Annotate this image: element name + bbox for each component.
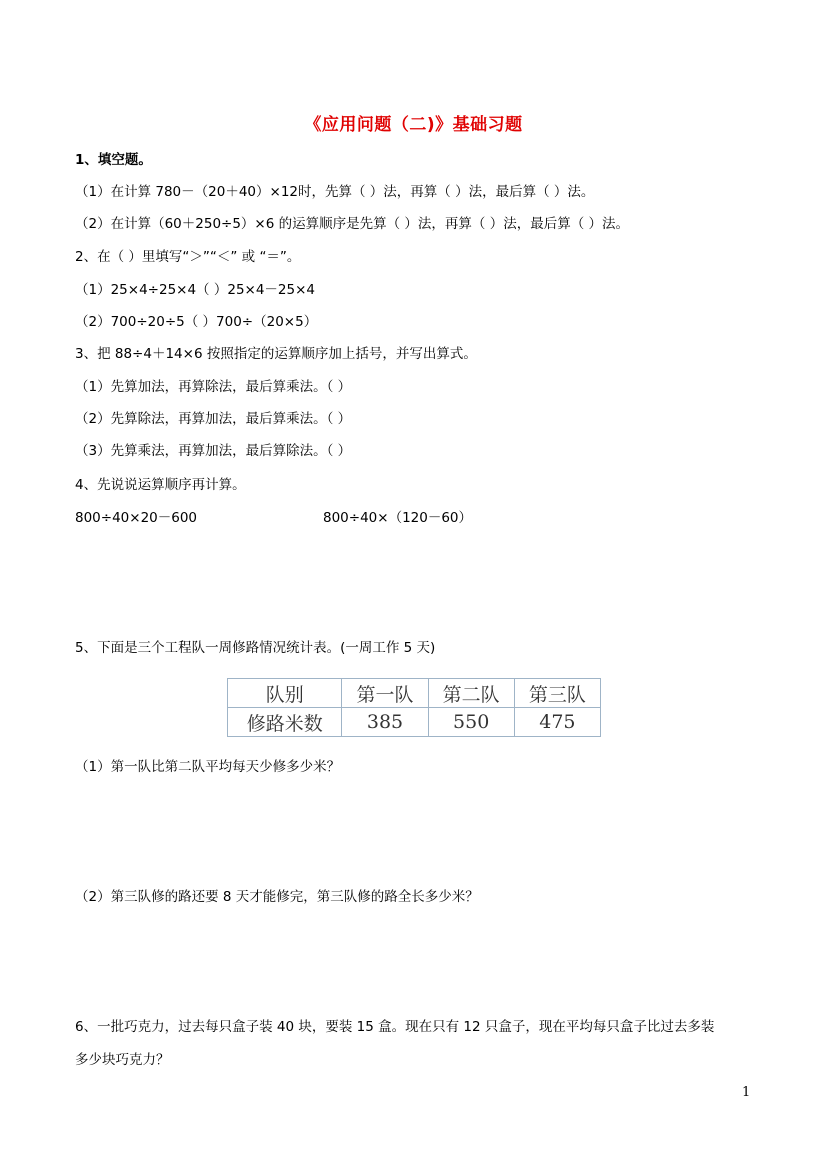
page-title: 《应用问题（二)》基础习题	[304, 115, 523, 135]
question-6-line-2: 多少块巧克力？	[75, 1052, 170, 1068]
question-2-item-2: （2）700÷20÷5（ ）700÷（20×5）	[75, 314, 318, 330]
question-4-expression-1: 800÷40×20－600	[75, 510, 198, 526]
table-row	[228, 708, 601, 737]
question-3-heading: 3、把 88÷4＋14×6 按照指定的运算顺序加上括号，并写出算式。	[75, 346, 477, 362]
table-header-cell: 队别	[228, 679, 342, 708]
table-header-cell: 第二队	[428, 679, 514, 708]
table-cell: 475	[514, 708, 600, 737]
question-1-heading: 1、填空题。	[75, 152, 152, 168]
question-3-item-3: （3）先算乘法，再算加法，最后算除法。（ ）	[75, 443, 352, 459]
question-3-item-2: （2）先算除法，再算加法，最后算乘法。（ ）	[75, 411, 352, 427]
question-1-item-1: （1）在计算 780－（20＋40）×12时，先算（ ）法，再算（ ）法，最后算（ ）法。	[75, 184, 595, 200]
question-2-item-1: （1）25×4÷25×4（ ）25×4－25×4	[75, 282, 316, 298]
page-number: 1	[742, 1085, 751, 1100]
question-4-expression-2: 800÷40×（120－60）	[323, 510, 473, 526]
question-5-heading: 5、下面是三个工程队一周修路情况统计表。(一周工作 5 天)	[75, 640, 436, 656]
question-3-item-1: （1）先算加法，再算除法，最后算乘法。（ ）	[75, 379, 352, 395]
table-header-cell: 第三队	[514, 679, 600, 708]
table-cell: 修路米数	[228, 708, 342, 737]
question-1-item-2: （2）在计算（60＋250÷5）×6 的运算顺序是先算（ ）法，再算（ ）法，最后算（ ）法。	[75, 216, 629, 232]
question-5-item-2: （2）第三队修的路还要 8 天才能修完，第三队修的路全长多少米？	[75, 889, 479, 905]
road-repair-table	[227, 678, 601, 737]
table-header-row	[228, 679, 601, 708]
question-4-heading: 4、先说说运算顺序再计算。	[75, 477, 246, 493]
table-header-cell: 第一队	[342, 679, 428, 708]
question-6-line-1: 6、一批巧克力，过去每只盒子装 40 块，要装 15 盒。现在只有 12 只盒子，现在平均每只盒子比过去多装	[75, 1019, 715, 1035]
table-cell: 385	[342, 708, 428, 737]
table-cell: 550	[428, 708, 514, 737]
question-5-item-1: （1）第一队比第二队平均每天少修多少米？	[75, 759, 341, 775]
question-2-heading: 2、在（ ）里填写“＞”“＜” 或 “＝”。	[75, 249, 301, 265]
